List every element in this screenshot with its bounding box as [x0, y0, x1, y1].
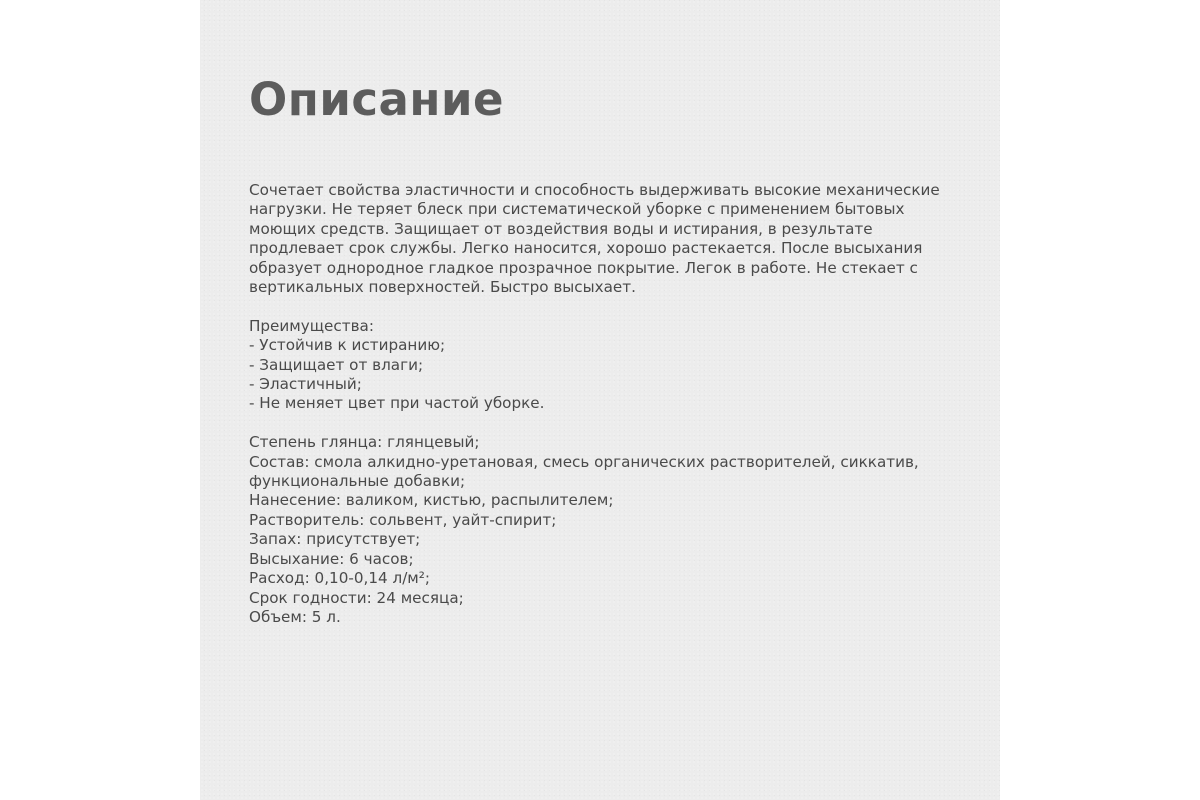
description-line: моющих средств. Защищает от воздействия воды и истирания, в результате	[249, 219, 873, 238]
description-paragraph	[249, 181, 984, 297]
description-line: вертикальных поверхностей. Быстро высыхает.	[249, 278, 636, 297]
spec-line: Высыхание: 6 часов;	[249, 549, 414, 568]
advantage-item: - Эластичный;	[249, 375, 362, 394]
advantage-item: - Не меняет цвет при частой уборке.	[249, 394, 545, 413]
description-line: Сочетает свойства эластичности и способность выдерживать высокие механические	[249, 181, 940, 199]
description-line: продлевает срок службы. Легко наносится, хорошо растекается. После высыхания	[249, 239, 923, 258]
description-body	[249, 181, 984, 647]
description-line: образует однородное гладкое прозрачное покрытие. Легок в работе. Не стекает с	[249, 258, 918, 277]
spec-line: Состав: смола алкидно-уретановая, смесь органических растворителей, сиккатив,	[249, 452, 919, 471]
advantages-section	[249, 317, 984, 414]
spec-line: Объем: 5 л.	[249, 607, 341, 626]
spec-line: Нанесение: валиком, кистью, распылителем;	[249, 491, 614, 510]
spec-line: Расход: 0,10-0,14 л/м²;	[249, 569, 430, 588]
spec-line: Срок годности: 24 месяца;	[249, 588, 464, 607]
advantage-item: - Защищает от влаги;	[249, 355, 424, 374]
advantages-heading: Преимущества:	[249, 316, 374, 335]
specs-section	[249, 433, 984, 627]
advantage-item: - Устойчив к истиранию;	[249, 336, 446, 355]
spec-line: Растворитель: сольвент, уайт-спирит;	[249, 510, 557, 529]
spec-line: Степень глянца: глянцевый;	[249, 433, 480, 452]
spec-line: функциональные добавки;	[249, 472, 466, 491]
page-title: Описание	[249, 73, 505, 126]
description-card	[200, 0, 1000, 800]
description-line: нагрузки. Не теряет блеск при систематической уборке с применением бытовых	[249, 200, 905, 219]
spec-line: Запах: присутствует;	[249, 530, 421, 549]
